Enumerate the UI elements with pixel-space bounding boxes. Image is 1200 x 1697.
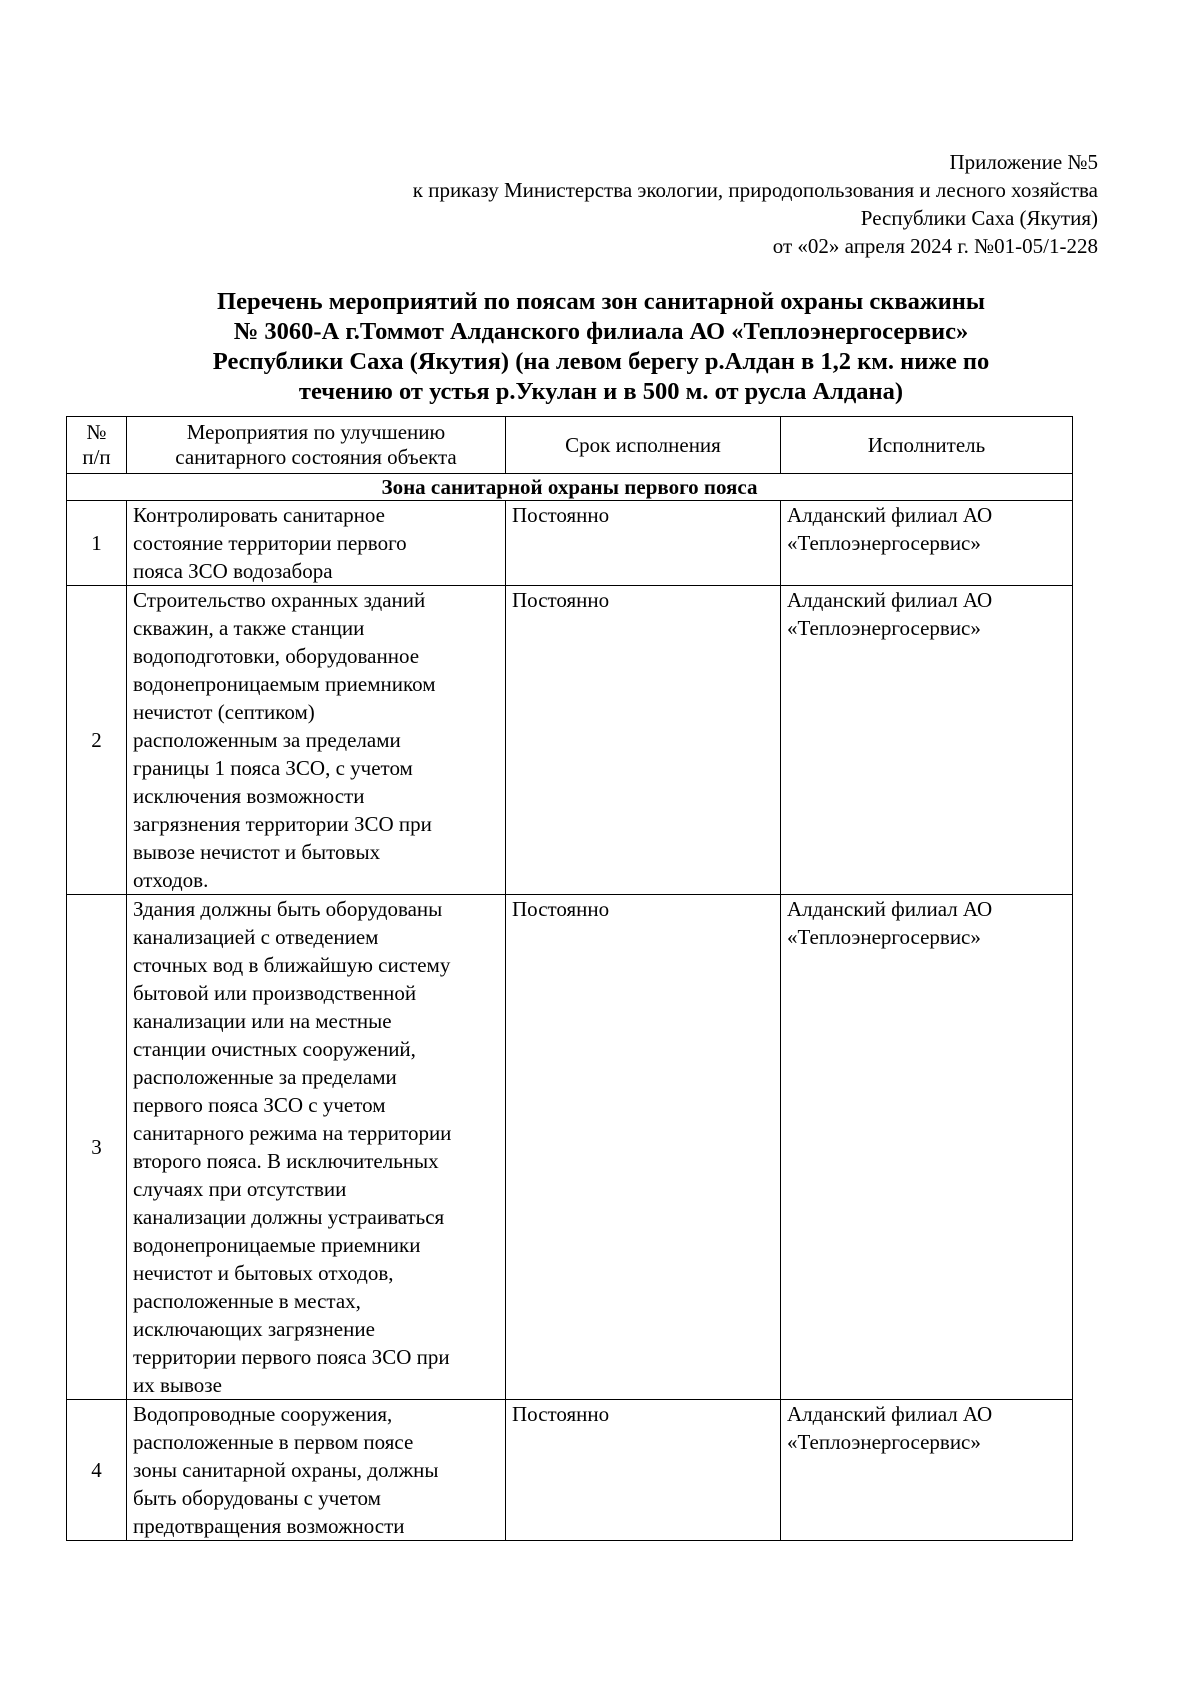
measure-line: предотвращения возможности bbox=[133, 1514, 405, 1538]
executor-line: Алданский филиал АО bbox=[787, 588, 993, 612]
zone-row bbox=[67, 474, 1073, 501]
header-number-line: п/п bbox=[82, 445, 111, 469]
table-header-row bbox=[67, 417, 1073, 474]
measure-line: исключения возможности bbox=[133, 784, 365, 808]
executor-line: Алданский филиал АО bbox=[787, 1402, 993, 1426]
measure-line: загрязнения территории ЗСО при bbox=[133, 812, 432, 836]
executor-line: Алданский филиал АО bbox=[787, 503, 993, 527]
row-executor bbox=[781, 501, 1073, 586]
measure-line: первого пояса ЗСО с учетом bbox=[133, 1093, 386, 1117]
measure-line: Строительство охранных зданий bbox=[133, 588, 426, 612]
executor-line: Алданский филиал АО bbox=[787, 897, 993, 921]
document-title bbox=[66, 287, 1136, 407]
appendix-order-ref: к приказу Министерства экологии, природопользования и лесного хозяйства bbox=[412, 178, 1098, 202]
appendix-block bbox=[413, 148, 1098, 260]
measure-line: водонепроницаемые приемники bbox=[133, 1233, 421, 1257]
header-executor: Исполнитель bbox=[781, 417, 1073, 474]
row-number: 4 bbox=[67, 1400, 127, 1541]
table-row bbox=[67, 501, 1073, 586]
table-row bbox=[67, 1400, 1073, 1541]
measure-line: границы 1 пояса ЗСО, с учетом bbox=[133, 756, 413, 780]
measure-line: канализации или на местные bbox=[133, 1009, 392, 1033]
header-number bbox=[67, 417, 127, 474]
row-number: 1 bbox=[67, 501, 127, 586]
measure-line: Здания должны быть оборудованы bbox=[133, 897, 443, 921]
table-row bbox=[67, 895, 1073, 1400]
measure-line: вывозе нечистот и бытовых bbox=[133, 840, 381, 864]
row-executor bbox=[781, 895, 1073, 1400]
measure-line: санитарного режима на территории bbox=[133, 1121, 452, 1145]
row-number: 2 bbox=[67, 586, 127, 895]
measure-line: исключающих загрязнение bbox=[133, 1317, 375, 1341]
measure-line: второго пояса. В исключительных bbox=[133, 1149, 439, 1173]
row-measure bbox=[127, 895, 506, 1400]
table-row bbox=[67, 586, 1073, 895]
appendix-republic: Республики Саха (Якутия) bbox=[860, 206, 1098, 230]
row-term: Постоянно bbox=[506, 895, 781, 1400]
appendix-number: Приложение №5 bbox=[949, 150, 1098, 174]
measure-line: территории первого пояса ЗСО при bbox=[133, 1345, 450, 1369]
measure-line: сточных вод в ближайшую систему bbox=[133, 953, 451, 977]
measure-line: расположенные в первом поясе bbox=[133, 1430, 414, 1454]
zone-label: Зона санитарной охраны первого пояса bbox=[67, 474, 1073, 501]
measure-line: быть оборудованы с учетом bbox=[133, 1486, 381, 1510]
measures-table bbox=[66, 416, 1073, 1541]
header-measure-line: санитарного состояния объекта bbox=[175, 445, 457, 469]
measure-line: канализацией с отведением bbox=[133, 925, 379, 949]
header-term: Срок исполнения bbox=[506, 417, 781, 474]
measure-line: нечистот (септиком) bbox=[133, 700, 315, 724]
measure-line: водонепроницаемым приемником bbox=[133, 672, 436, 696]
measure-line: случаях при отсутствии bbox=[133, 1177, 347, 1201]
row-executor bbox=[781, 586, 1073, 895]
measure-line: водоподготовки, оборудованное bbox=[133, 644, 420, 668]
measure-line: Контролировать санитарное bbox=[133, 503, 385, 527]
measure-line: состояние территории первого bbox=[133, 531, 407, 555]
title-line: № 3060-А г.Томмот Алданского филиала АО «Теплоэнергосервис» bbox=[233, 318, 969, 345]
executor-line: «Теплоэнергосервис» bbox=[787, 531, 981, 555]
row-executor bbox=[781, 1400, 1073, 1541]
measure-line: канализации должны устраиваться bbox=[133, 1205, 445, 1229]
measure-line: пояса ЗСО водозабора bbox=[133, 559, 333, 583]
executor-line: «Теплоэнергосервис» bbox=[787, 925, 981, 949]
row-term: Постоянно bbox=[506, 501, 781, 586]
row-term: Постоянно bbox=[506, 586, 781, 895]
appendix-date: от «02» апреля 2024 г. №01-05/1-228 bbox=[772, 234, 1098, 258]
header-measure-line: Мероприятия по улучшению bbox=[186, 420, 446, 444]
row-measure bbox=[127, 586, 506, 895]
measure-line: зоны санитарной охраны, должны bbox=[133, 1458, 439, 1482]
row-term: Постоянно bbox=[506, 1400, 781, 1541]
measure-line: отходов. bbox=[133, 868, 209, 892]
measure-line: скважин, а также станции bbox=[133, 616, 365, 640]
title-line: Перечень мероприятий по поясам зон санитарной охраны скважины bbox=[217, 288, 985, 315]
measure-line: бытовой или производственной bbox=[133, 981, 417, 1005]
measure-line: расположенным за пределами bbox=[133, 728, 401, 752]
measure-line: расположенные в местах, bbox=[133, 1289, 361, 1313]
executor-line: «Теплоэнергосервис» bbox=[787, 616, 981, 640]
row-measure bbox=[127, 1400, 506, 1541]
measure-line: нечистот и бытовых отходов, bbox=[133, 1261, 394, 1285]
measure-line: их вывозе bbox=[133, 1373, 222, 1397]
header-number-line: № bbox=[86, 420, 107, 444]
measure-line: станции очистных сооружений, bbox=[133, 1037, 416, 1061]
table-body bbox=[67, 474, 1073, 1541]
measure-line: Водопроводные сооружения, bbox=[133, 1402, 393, 1426]
row-measure bbox=[127, 501, 506, 586]
row-number: 3 bbox=[67, 895, 127, 1400]
executor-line: «Теплоэнергосервис» bbox=[787, 1430, 981, 1454]
title-line: Республики Саха (Якутия) (на левом берегу р.Алдан в 1,2 км. ниже по bbox=[212, 348, 990, 375]
title-line: течению от устья р.Укулан и в 500 м. от русла Алдана) bbox=[298, 378, 904, 405]
header-measure bbox=[127, 417, 506, 474]
measure-line: расположенные за пределами bbox=[133, 1065, 397, 1089]
